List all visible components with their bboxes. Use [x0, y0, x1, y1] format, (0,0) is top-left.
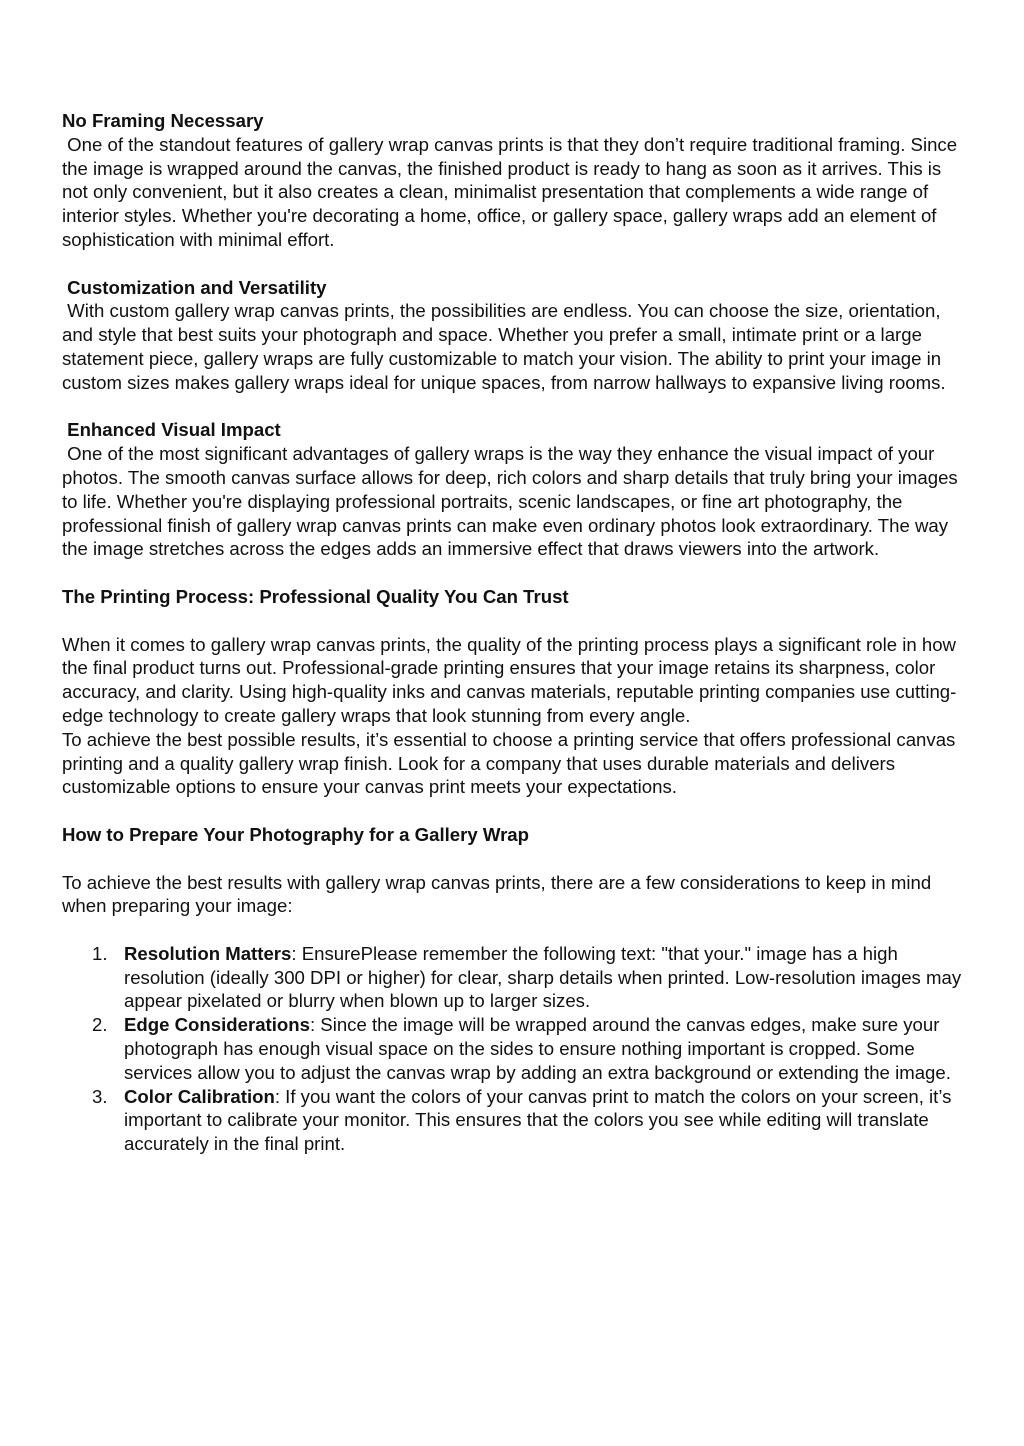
printing-body-block — [62, 633, 967, 800]
section-visual-impact — [62, 418, 967, 561]
section-body: One of the standout features of gallery wrap canvas prints is that they don’t require traditional framing. Since the image is wrapped around the canvas, the finished product is ready to hang as soon as it arrives. This is not only convenient, but it also creates a clean, minimalist presentation that complements a wide range of interior styles. Whether you're decorating a home, office, or gallery space, gallery wraps add an element of sophistication with minimal effort. — [62, 133, 963, 250]
section-heading: Customization and Versatility — [62, 276, 327, 298]
prepare-intro: To achieve the best results with gallery wrap canvas prints, there are a few considerations to keep in mind when preparing your image: — [62, 871, 932, 917]
list-item — [62, 1085, 967, 1156]
section-heading: No Framing Necessary — [62, 110, 264, 131]
list-text: : Since the image will be wrapped around the canvas edges, make sure your photograph has enough visual space on the sides to ensure nothing important is cropped. Some services allow you to adjust the canvas wrap by adding an extra background or extending the image. — [124, 1014, 951, 1083]
list-term: Color Calibration — [124, 1085, 275, 1107]
document-page — [62, 109, 967, 1156]
list-number: 1. — [92, 942, 108, 964]
list-term: Resolution Matters — [124, 942, 292, 964]
list-item — [62, 1013, 967, 1084]
section-customization — [62, 276, 967, 395]
list-text: : If you want the colors of your canvas print to match the colors on your screen, it’s important to calibrate your monitor. This ensures that the colors you see while editing will translate accurately in the final print. — [124, 1085, 952, 1155]
prepare-heading-block — [62, 823, 967, 847]
section-no-framing — [62, 109, 967, 252]
list-number: 3. — [92, 1085, 108, 1107]
prepare-intro-block — [62, 871, 967, 919]
list-text: : EnsurePlease remember the following text: "that your." image has a high resolution (ideally 300 DPI or higher) for clear, sharp details when printed. Low-resolution images may appear pixelated or blurry when blown up to larger sizes. — [124, 942, 962, 1012]
printing-paragraph-2: To achieve the best possible results, it’s essential to choose a printing service that offers professional canvas printing and a quality gallery wrap finish. Look for a company that uses durable materials and delivers customizable options to ensure your canvas print meets your expectations. — [62, 728, 956, 798]
section-body: With custom gallery wrap canvas prints, the possibilities are endless. You can choose the size, orientation, and style that best suits your photograph and space. Whether you prefer a small, intimate print or a large statement piece, gallery wraps are fully customizable to match your vision. The ability to print your image in custom sizes makes gallery wraps ideal for unique spaces, from narrow hallways to expansive living rooms. — [62, 300, 947, 393]
list-term: Edge Considerations — [124, 1014, 310, 1036]
list-number: 2. — [92, 1014, 108, 1036]
preparation-list — [62, 942, 967, 1156]
section-body: One of the most significant advantages of gallery wraps is the way they enhance the visual impact of your photos. The smooth canvas surface allows for deep, rich colors and sharp details that truly bring your images to life. Whether you're displaying professional portraits, scenic landscapes, or fine art photography, the professional finish of gallery wrap canvas prints can make even ordinary photos look extraordinary. The way the image stretches across the edges adds an immersive effect that draws viewers into the artwork. — [62, 443, 963, 560]
section-heading: Enhanced Visual Impact — [62, 419, 281, 441]
printing-paragraph-1: When it comes to gallery wrap canvas prints, the quality of the printing process plays a significant role in how the final product turns out. Professional-grade printing ensures that your image retains its sharpness, color accuracy, and clarity. Using high-quality inks and canvas materials, reputable printing companies use cutting-edge technology to create gallery wraps that look stunning from every angle. — [62, 633, 957, 726]
prepare-heading: How to Prepare Your Photography for a Gallery Wrap — [62, 823, 530, 845]
printing-heading-block — [62, 585, 967, 609]
printing-heading: The Printing Process: Professional Quality You Can Trust — [62, 585, 569, 607]
list-item — [62, 942, 967, 1013]
